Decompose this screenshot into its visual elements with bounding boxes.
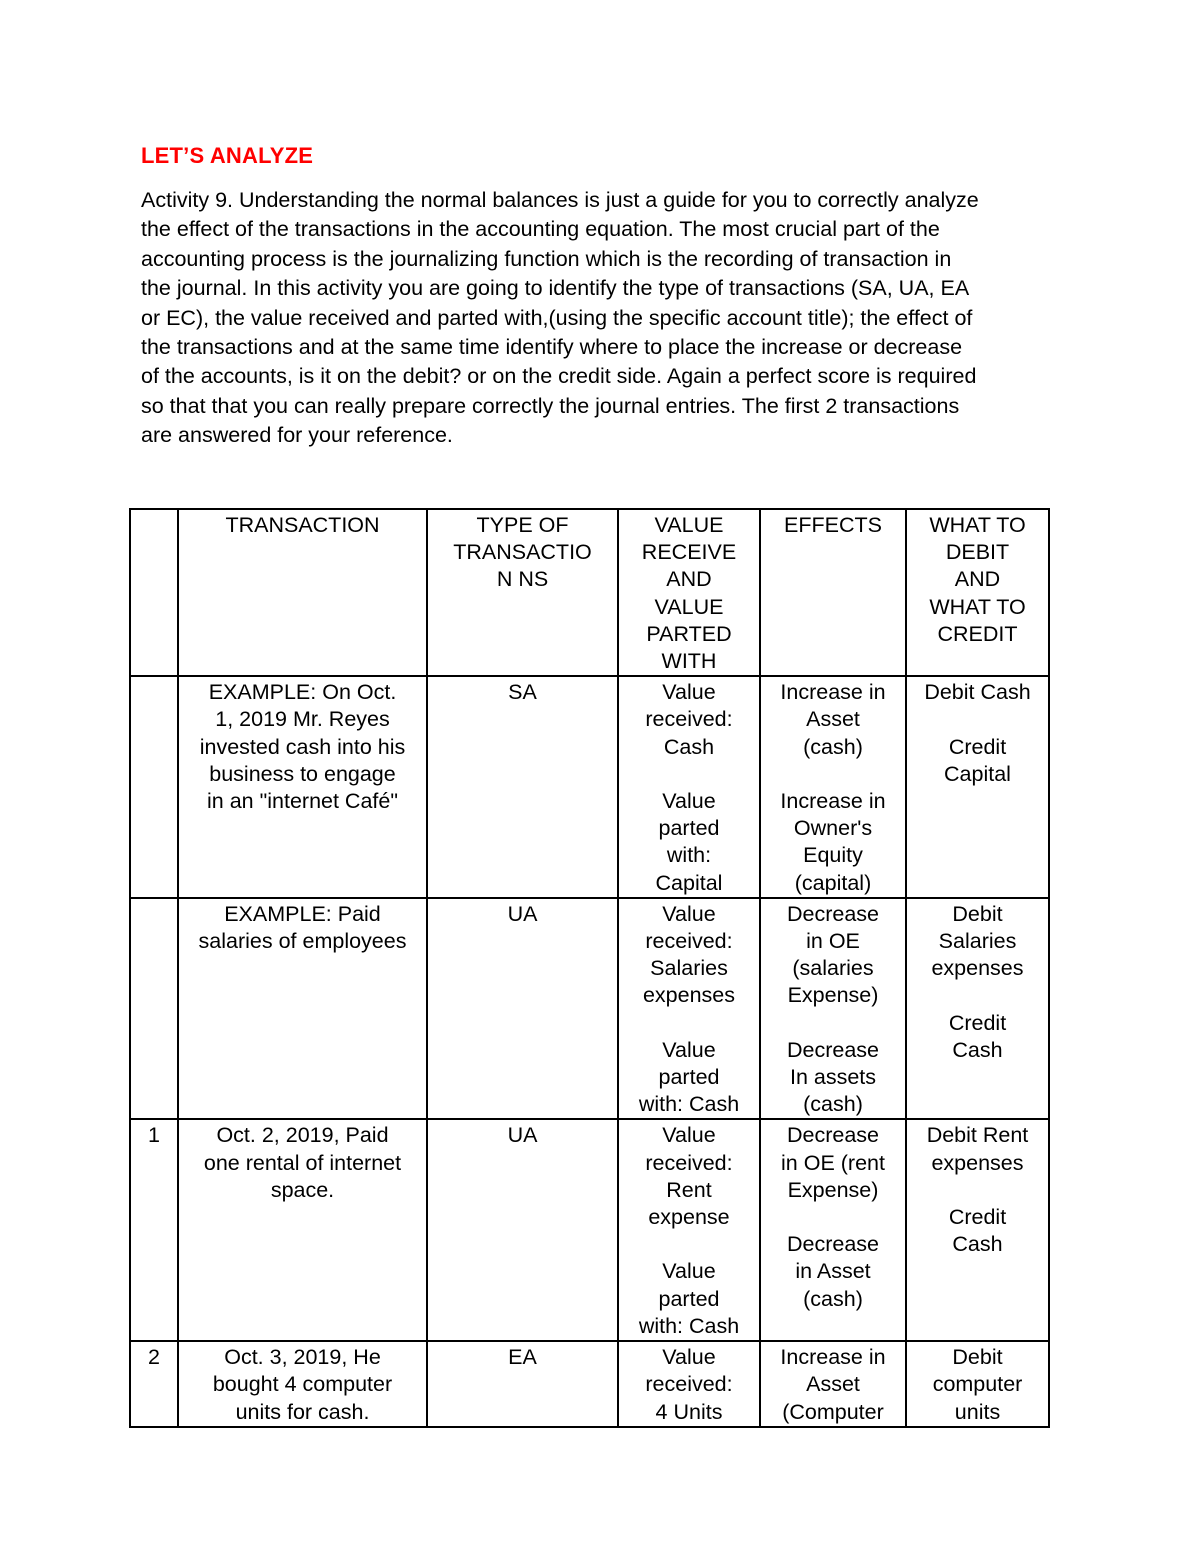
table-row bbox=[130, 1119, 1049, 1341]
type-cell: SA bbox=[427, 676, 618, 898]
debit-credit-cell: Debit Cash Credit Capital bbox=[906, 676, 1049, 898]
header-transaction: TRANSACTION bbox=[178, 509, 427, 676]
effects-cell: Increase in Asset (Computer bbox=[760, 1341, 906, 1427]
effects-cell: Decrease in OE (rent Expense) Decrease in Asset (cash) bbox=[760, 1119, 906, 1341]
transaction-cell: EXAMPLE: Paid salaries of employees bbox=[178, 898, 427, 1120]
header-value-received-parted: VALUE RECEIVE AND VALUE PARTED WITH bbox=[618, 509, 760, 676]
header-debit-credit: WHAT TO DEBIT AND WHAT TO CREDIT bbox=[906, 509, 1049, 676]
table-row bbox=[130, 676, 1049, 898]
type-cell: EA bbox=[427, 1341, 618, 1427]
section-heading: LET’S ANALYZE bbox=[141, 143, 314, 168]
transaction-cell: EXAMPLE: On Oct. 1, 2019 Mr. Reyes invested cash into his business to engage in an "internet Café" bbox=[178, 676, 427, 898]
transaction-cell: Oct. 3, 2019, He bought 4 computer units for cash. bbox=[178, 1341, 427, 1427]
header-type-of-transaction: TYPE OF TRANSACTIO N NS bbox=[427, 509, 618, 676]
header-number bbox=[130, 509, 178, 676]
value-cell: Value received: Rent expense Value parted with: Cash bbox=[618, 1119, 760, 1341]
effects-cell: Decrease in OE (salaries Expense) Decrease In assets (cash) bbox=[760, 898, 906, 1120]
type-cell: UA bbox=[427, 898, 618, 1120]
header-effects: EFFECTS bbox=[760, 509, 906, 676]
table-row bbox=[130, 1341, 1049, 1427]
row-number: 1 bbox=[130, 1119, 178, 1341]
row-number: 2 bbox=[130, 1341, 178, 1427]
debit-credit-cell: Debit Salaries expenses Credit Cash bbox=[906, 898, 1049, 1120]
table-header-row bbox=[130, 509, 1049, 676]
debit-credit-cell: Debit computer units bbox=[906, 1341, 1049, 1427]
type-cell: UA bbox=[427, 1119, 618, 1341]
effects-cell: Increase in Asset (cash) Increase in Owner's Equity (capital) bbox=[760, 676, 906, 898]
transaction-analysis-table bbox=[129, 508, 1050, 1428]
table-row bbox=[130, 898, 1049, 1120]
row-number bbox=[130, 898, 178, 1120]
value-cell: Value received: Cash Value parted with: Capital bbox=[618, 676, 760, 898]
activity-instructions: Activity 9. Understanding the normal balances is just a guide for you to correctly analyze the effect of the transactions in the accounting equation. The most crucial part of the accounting process is the journalizing function which is the recording of transaction in the journal. In this activity you are going to identify the type of transactions (SA, UA, EA or EC), the value received and parted with,(using the specific account title); the effect of the transactions and at the same time identify where to place the increase or decrease of the accounts, is it on the debit? or on the credit side. Again a perfect score is required so that that you can really prepare correctly the journal entries. The first 2 transactions are answered for your reference. bbox=[141, 188, 979, 448]
transaction-cell: Oct. 2, 2019, Paid one rental of internet space. bbox=[178, 1119, 427, 1341]
row-number bbox=[130, 676, 178, 898]
debit-credit-cell: Debit Rent expenses Credit Cash bbox=[906, 1119, 1049, 1341]
value-cell: Value received: 4 Units bbox=[618, 1341, 760, 1427]
value-cell: Value received: Salaries expenses Value parted with: Cash bbox=[618, 898, 760, 1120]
